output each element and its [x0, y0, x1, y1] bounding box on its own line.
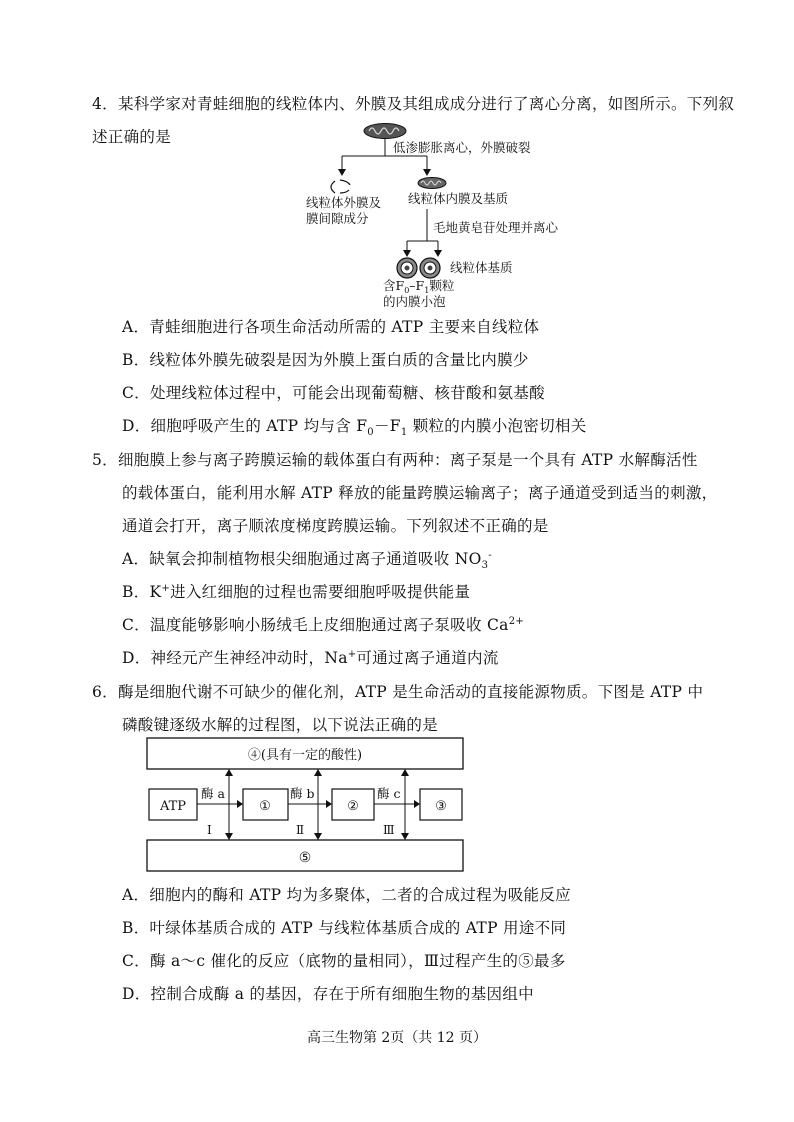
- atp-label: ATP: [159, 799, 187, 814]
- step2-label: 毛地黄皂苷处理并离心: [433, 220, 559, 235]
- step1-label: 低渗膨胀离心，外膜破裂: [393, 140, 531, 155]
- enzyme-a-label: 酶 a: [201, 786, 225, 801]
- q5-stem-line3: 通道会打开，离子顺浓度梯度跨膜运输。下列叙述不正确的是: [122, 517, 549, 535]
- atp-hydrolysis-diagram: [145, 736, 467, 876]
- q4-stem-line2: 述正确的是: [92, 128, 172, 146]
- inner-membrane-vesicle-icon: [420, 258, 440, 278]
- enzyme-b-label: 酶 b: [290, 786, 315, 801]
- inner-membrane-vesicle-icon: [397, 258, 417, 278]
- q4-option-a: A．青蛙细胞进行各项生命活动所需的 ATP 主要来自线粒体: [122, 318, 540, 336]
- product-5-label: ⑤: [298, 850, 312, 866]
- q6-option-b: B．叶绿体基质合成的 ATP 与线粒体基质合成的 ATP 用途不同: [122, 919, 567, 937]
- q5-option-c: C．温度能够影响小肠绒毛上皮细胞通过离子泵吸收 $Ca^{2+}$: [122, 615, 525, 634]
- product-1-label: ①: [259, 799, 271, 814]
- enzyme-c-label: 酶 c: [377, 786, 401, 801]
- q5-option-d: D．神经元产生神经冲动时，Na+可通过离子通道内流: [122, 648, 499, 667]
- q6-option-c: C．酶 a～c 催化的反应（底物的量相同），Ⅲ过程产生的⑤最多: [122, 952, 566, 970]
- q4-stem-line1: 4．某科学家对青蛙细胞的线粒体内、外膜及其组成成分进行了离心分离，如图所示。下列叙: [92, 95, 735, 113]
- page-footer: 高三生物第 2页（共 12 页）: [306, 1030, 488, 1046]
- outer-membrane-label2: 膜间隙成分: [306, 211, 369, 226]
- product-4-label: ④(具有一定的酸性): [247, 748, 363, 763]
- q5-stem-line1: 5．细胞膜上参与离子跨膜运输的载体蛋白有两种：离子泵是一个具有 ATP 水解酶活性: [92, 451, 698, 469]
- vesicle-label1: 含$F_0-F_1$颗粒: [383, 278, 455, 295]
- q6-option-d: D．控制合成酶 a 的基因，存在于所有细胞生物的基因组中: [122, 985, 534, 1003]
- product-2-label: ②: [347, 799, 359, 814]
- process-1-label: Ⅰ: [207, 823, 212, 837]
- mitochondria-centrifugation-diagram: [290, 116, 560, 312]
- q4-option-d: D．细胞呼吸产生的 ATP 均与含 $F_0-F_1$ 颗粒的内膜小泡密切相关: [122, 417, 587, 439]
- q6-option-a: A．细胞内的酶和 ATP 均为多聚体，二者的合成过程为吸能反应: [122, 886, 571, 904]
- matrix-label: 线粒体基质: [450, 260, 513, 275]
- outer-membrane-label1: 线粒体外膜及: [306, 195, 382, 210]
- process-3-label: Ⅲ: [383, 823, 395, 837]
- product-3-label: ③: [435, 799, 447, 814]
- inner-membrane-label: 线粒体内膜及基质: [408, 191, 509, 206]
- mitochondrion-icon: [364, 124, 406, 139]
- q6-stem-line2: 磷酸键逐级水解的过程图，以下说法正确的是: [122, 716, 439, 734]
- q4-option-c: C．处理线粒体过程中，可能会出现葡萄糖、核苷酸和氨基酸: [122, 384, 545, 402]
- process-2-label: Ⅱ: [296, 823, 305, 837]
- outer-membrane-icon: [331, 180, 350, 193]
- vesicle-label2: 的内膜小泡: [383, 294, 446, 309]
- q6-stem-line1: 6．酶是细胞代谢不可缺少的催化剂，ATP 是生命活动的直接能源物质。下图是 ATP 中: [92, 683, 704, 701]
- inner-membrane-icon: [418, 178, 446, 189]
- q5-stem-line2: 的载体蛋白，能利用水解 ATP 释放的能量跨膜运输离子；离子通道受到适当的刺激，: [122, 484, 718, 502]
- q4-option-b: B．线粒体外膜先破裂是因为外膜上蛋白质的含量比内膜少: [122, 351, 529, 369]
- q5-option-a: A．缺氧会抑制植物根尖细胞通过离子通道吸收 $NO_3^-$: [122, 549, 492, 572]
- q5-option-b: B．K+进入红细胞的过程也需要细胞呼吸提供能量: [122, 582, 471, 601]
